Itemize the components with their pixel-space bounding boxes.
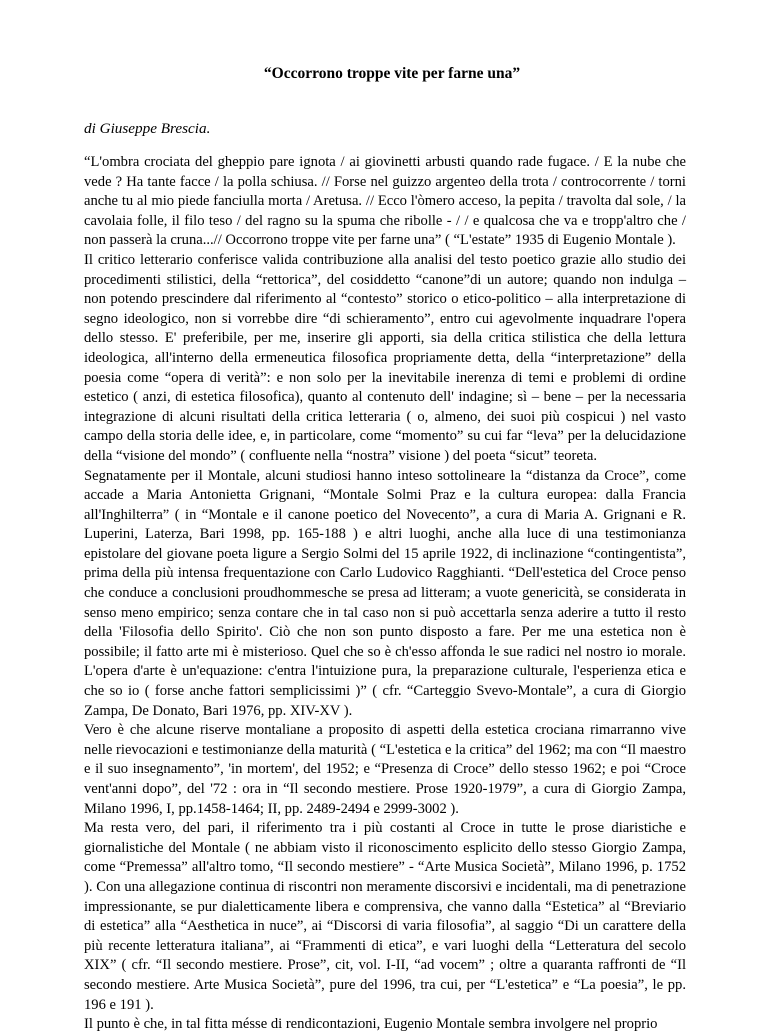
paragraph: Il critico letterario conferisce valida contribuzione alla analisi del testo poetico grazie allo studio dei procedimenti stilistici, della “rettorica”, del cosiddetto “canone”di un autore; quando non indulga – non potendo prescindere dal riferimento al “contesto” storico o etico-politico – alla interpretazione di segno ideologico, non si vorrebbe dire “di schieramento”, entro cui agevolmente inquadrare l'opera dello stesso. E' preferibile, per me, inserire gli apporti, sia della critica stilistica che della lettura ideologica, all'interno della ermeneutica filosofica propriamente detta, della “interpretazione” della poesia come “opera di verità”: e non solo per la inevitabile inerenza di temi e problemi di ordine estetico ( anzi, di estetica filosofica), quanto al contenuto dell' indagine; sì – bene – per la necessaria integrazione di alcuni risultati della critica letteraria ( o, almeno, dei suoi più cospicui ) nel vasto campo della storia delle idee, e, in particolare, come “momento” su cui far “leva” per la delucidazione della “visione del mondo” ( confluente nella “nostra” visione ) del poeta “sicut” teoreta. [84, 251, 686, 464]
document-title: “Occorrono troppe vite per farne una” [263, 65, 521, 82]
document-body [84, 153, 686, 1035]
paragraph: Ma resta vero, del pari, il riferimento tra i più costanti al Croce in tutte le prose diaristiche e giornalistiche del Montale ( ne abbiam visto il riconoscimento esplicito dello stesso Giorgio Zampa, come “Premessa” all'altro tomo, “Il secondo mestiere” - “Arte Musica Società”, Milano 1996, p. 1752 ). Con una allegazione continua di riscontri non meramente discorsivi e incidentali, ma di penetrazione impressionante, se pur dialetticamente libera e comprensiva, che vanno dalla “Estetica” al “Breviario di estetica” alla “Aesthetica in nuce”, ai “Discorsi di varia filosofia”, al saggio “Di un carattere della più recente letteratura italiana”, ai “Frammenti di etica”, e vari luoghi della “Letteratura del secolo XIX” ( cfr. “Il secondo mestiere. Prose”, cit, vol. I-II, “ad vocem” ; oltre a quaranta raffronti de “Il secondo mestiere. Arte Musica Società”, pure del 1996, tra cui, per “L'estetica” e “La poesia”, le pp. 196 e 191 ). [84, 820, 686, 1013]
paragraph: Segnatamente per il Montale, alcuni studiosi hanno inteso sottolineare la “distanza da Croce”, come accade a Maria Antonietta Grignani, “Montale Solmi Praz e la cultura europea: dalla Francia all'Inghilterra” ( in “Montale e il canone poetico del Novecento”, a cura di Maria A. Grignani e R. Luperini, Laterza, Bari 1998, pp. 165-188 ) e altri luoghi, anche alla luce di una testimonianza epistolare del giovane poeta ligure a Sergio Solmi del 15 aprile 1922, di inclinazione “contingentista”, prima della più intensa frequentazione con Carlo Ludovico Ragghianti. “Dell'estetica del Croce penso che conduce a conclusioni proudhommesche se presa ad litteram; a vuote genericità, se considerata in senso meno empirico; senza contare che in tal caso non si può accettarla senza aderire a tutto il resto della 'Filosofia dello Spirito'. Ciò che non son punto disposto a fare. Per me una estetica non è possibile; il fatto arte mi è misterioso. Quel che so è ch'esso affonda le sue radici nel nostro io morale. L'opera d'arte è un'equazione: c'entra l'intuizione pura, la preparazione culturale, l'esperienza etica e che so io ( forse anche fattori semplicissimi )” ( cfr. “Carteggio Svevo-Montale”, a cura di Giorgio Zampa, De Donato, Bari 1976, pp. XIV-XV ). [84, 467, 686, 719]
paragraph: Vero è che alcune riserve montaliane a proposito di aspetti della estetica crociana rimarranno vive nelle rievocazioni e testimonianze della maturità ( “L'estetica e la critica” del 1962; ma con “Il maestro e il suo insegnamento”, 'in mortem', del 1952; e “Presenza di Croce” dello stesso 1962; e poi “Croce vent'anni dopo”, del '72 : ora in “Il secondo mestiere. Prose 1920-1979”, a cura di Giorgio Zampa, Milano 1996, I, pp.1458-1464; II, pp. 2489-2494 e 2999-3002 ). [84, 722, 686, 817]
document-page [84, 64, 686, 1035]
paragraph: Il punto è che, in tal fitta mésse di rendicontazioni, Eugenio Montale sembra involgere nel proprio [84, 1016, 658, 1033]
paragraph-epigraph: “L'ombra crociata del gheppio pare ignota / ai giovinetti arbusti quando rade fugace. / E la nube che vede ? Ha tante facce / la polla schiusa. // Forse nel guizzo argenteo della trota / controcorrente / torni anche tu al mio piede fanciulla morta / Aretusa. // Ecco l'òmero acceso, la pepita / travolta dal sole, / la cavolaia folle, il filo teso / del ragno su la spuma che ribolle - / / e qualcosa che va e tropp'altro che / non passerà la cruna...// Occorrono troppe vite per farne una” ( “L'estate” 1935 di Eugenio Montale ). [84, 154, 686, 249]
author-byline: di Giuseppe Brescia. [84, 120, 211, 137]
